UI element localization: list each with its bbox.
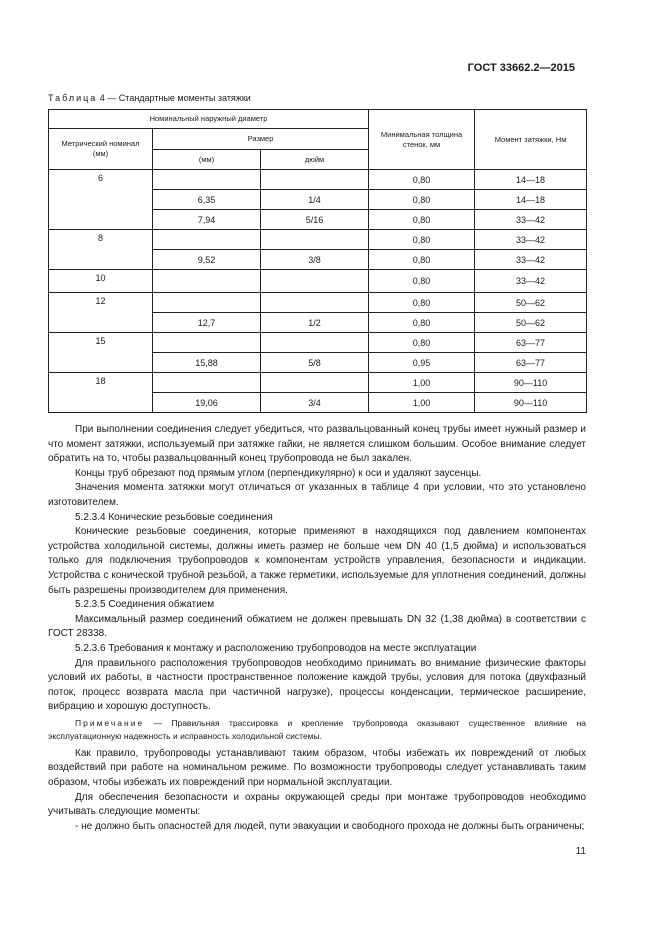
note-text: — Правильная трассировка и крепление трубопровода оказывают существенное влияние на эксплуатационную надежность и исправность холодильной системы. <box>48 717 586 741</box>
table-cell: 12 <box>49 293 153 333</box>
table-cell: 0,80 <box>369 230 475 250</box>
table-cell: 0,80 <box>369 293 475 313</box>
paragraph: Максимальный размер соединений обжатием не должен превышать DN 32 (1,38 дюйма) в соответствии с ГОСТ 28338. <box>48 613 586 640</box>
table-cell <box>261 270 369 293</box>
table-cell: 63—77 <box>475 333 587 353</box>
paragraph: Для обеспечения безопасности и охраны окружающей среды при монтаже трубопроводов необходимо учитывать следующие моменты: <box>48 791 586 818</box>
document-code: ГОСТ 33662.2—2015 <box>467 62 575 74</box>
table-cell: 0,80 <box>369 250 475 270</box>
paragraph: Как правило, трубопроводы устанавливают таким образом, чтобы избежать их повреждений от любых воздействий при работе на номинальном режиме. По возможности трубопроводы следует устанавливать таким образом, чтобы избежать их повреждений при нормальной эксплуатации. <box>48 747 586 789</box>
table-cell: 10 <box>49 270 153 293</box>
table-cell: 50—62 <box>475 293 587 313</box>
table-cell: 6 <box>49 170 153 230</box>
table-cell: 8 <box>49 230 153 270</box>
list-item: - не должно быть опасностей для людей, пути эвакуации и свободного прохода не должны быть ограничены; <box>75 820 585 832</box>
table-row <box>49 293 587 313</box>
section-heading: 5.2.3.5 Соединения обжатием <box>75 599 215 611</box>
table-cell <box>261 170 369 190</box>
table-caption-text: 4 — Стандартные моменты затяжки <box>97 93 251 103</box>
body-text <box>48 423 586 834</box>
note-label: Примечание <box>75 717 145 728</box>
table-cell: 0,80 <box>369 210 475 230</box>
table-cell: 0,95 <box>369 353 475 373</box>
table-cell: 0,80 <box>369 190 475 210</box>
table-cell: 33—42 <box>475 230 587 250</box>
table-cell: 50—62 <box>475 313 587 333</box>
table-cell: 5/16 <box>261 210 369 230</box>
table-cell <box>261 293 369 313</box>
table-caption <box>48 93 251 103</box>
table-cell: 3/4 <box>261 393 369 413</box>
paragraph: Для правильного расположения трубопроводов необходимо принимать во внимание физические факторы условий их работы, в частности пространственное положение каждой трубы, условия для потока (двухфазный поток, процесс возврата масла при частичной нагрузке), процессы конденсации, термическое расширение, вибрацию и хорошую доступность. <box>48 657 586 713</box>
section-heading: 5.2.3.6 Требования к монтажу и расположению трубопроводов на месте эксплуатации <box>75 642 477 654</box>
table-cell: 1/2 <box>261 313 369 333</box>
header-nominal-diameter: Номинальный наружный диаметр <box>49 110 369 129</box>
table-cell: 14—18 <box>475 170 587 190</box>
note <box>48 717 586 743</box>
table-cell <box>153 373 261 393</box>
table-cell: 1,00 <box>369 373 475 393</box>
header-size-mm: (мм) <box>153 150 261 170</box>
table-cell: 0,80 <box>369 170 475 190</box>
paragraph: Конические резьбовые соединения, которые применяют в находящихся под давлением компонентах устройства холодильной системы, должны иметь размер не больше чем DN 40 (1,5 дюйма) и использоваться только для подключения трубопроводов к компонентам устройств управления, безопасности и индикации. Устройства с конической трубной резьбой, а также герметики, используемые для уплотнения соединений, должны быть разрешены производителем для применения. <box>48 526 586 596</box>
table-cell: 14—18 <box>475 190 587 210</box>
table-cell: 6,35 <box>153 190 261 210</box>
table-cell: 1,00 <box>369 393 475 413</box>
table-cell: 12,7 <box>153 313 261 333</box>
table-row <box>49 373 587 393</box>
table-cell: 15,88 <box>153 353 261 373</box>
table-row <box>49 230 587 250</box>
torque-table <box>48 109 587 413</box>
header-metric-nominal: Метрический номинал (мм) <box>49 129 153 170</box>
table-cell: 15 <box>49 333 153 373</box>
table-cell: 33—42 <box>475 250 587 270</box>
header-size-inch: дюйм <box>261 150 369 170</box>
table-cell: 3/8 <box>261 250 369 270</box>
table-cell: 33—42 <box>475 210 587 230</box>
table-caption-label: Таблица <box>48 93 98 103</box>
header-wall-thickness: Минимальная толщина стенок, мм <box>369 110 475 170</box>
table-cell: 5/8 <box>261 353 369 373</box>
table-cell: 18 <box>49 373 153 413</box>
table-body <box>49 170 587 413</box>
table-cell: 7,94 <box>153 210 261 230</box>
header-torque: Момент затяжки, Нм <box>475 110 587 170</box>
table-cell: 33—42 <box>475 270 587 293</box>
table-cell <box>261 230 369 250</box>
table-cell <box>153 333 261 353</box>
table-cell: 0,80 <box>369 333 475 353</box>
paragraph: При выполнении соединения следует убедиться, что развальцованный конец трубы имеет нужный размер и что момент затяжки, используемый при затяжке гайки, не является слишком большим. Особое внимание следует обратить на то, чтобы развальцованный конец трубопровода не был закален. <box>48 424 586 465</box>
table-cell: 90—110 <box>475 393 587 413</box>
table-cell <box>153 230 261 250</box>
table-cell: 0,80 <box>369 313 475 333</box>
table-cell <box>153 270 261 293</box>
table-cell: 0,80 <box>369 270 475 293</box>
table-row <box>49 270 587 293</box>
paragraph: Концы труб обрезают под прямым углом (перпендикулярно) к оси и удаляют заусенцы. <box>75 467 482 479</box>
table-cell: 63—77 <box>475 353 587 373</box>
table-cell: 90—110 <box>475 373 587 393</box>
table-cell <box>261 333 369 353</box>
table-cell: 1/4 <box>261 190 369 210</box>
table-cell: 9,52 <box>153 250 261 270</box>
section-heading: 5.2.3.4 Конические резьбовые соединения <box>75 511 273 523</box>
table-cell <box>261 373 369 393</box>
table-cell: 19,06 <box>153 393 261 413</box>
table-cell <box>153 293 261 313</box>
table-row <box>49 170 587 190</box>
page-number: 11 <box>575 846 586 857</box>
paragraph: Значения момента затяжки могут отличаться от указанных в таблице 4 при условии, что это установлено изготовителем. <box>48 482 586 508</box>
table-cell <box>153 170 261 190</box>
header-size: Размер <box>153 129 369 150</box>
table-row <box>49 333 587 353</box>
